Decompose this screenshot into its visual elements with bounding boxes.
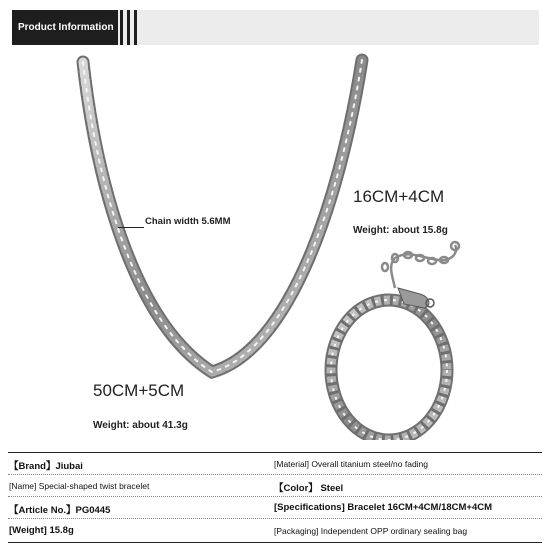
spec-specifications: [Specifications] Bracelet 16CM+4CM/18CM+4CM — [274, 502, 493, 513]
bracelet-extender-chain — [382, 242, 459, 288]
bracelet-weight: Weight: about 15.8g — [353, 225, 448, 236]
spec-color: 【Color】 Steel — [274, 483, 344, 494]
product-info-header — [12, 10, 539, 45]
spec-packaging: [Packaging] Independent OPP ordinary sealing bag — [274, 526, 468, 536]
spec-material: [Material] Overall titanium steel/no fading — [274, 459, 429, 469]
bracelet-size: 16CM+4CM — [353, 187, 445, 206]
necklace-weight: Weight: about 41.3g — [93, 420, 188, 431]
spec-table — [0, 452, 550, 544]
spec-name: [Name] Special-shaped twist bracelet — [9, 481, 150, 491]
product-image — [0, 50, 550, 440]
spec-brand: 【Brand】Jiubai — [9, 461, 83, 472]
chain-width-pointer-line — [118, 227, 144, 228]
header-stripes-decoration — [118, 10, 148, 45]
spec-article-no: 【Article No.】PG0445 — [9, 505, 111, 516]
spec-weight: [Weight] 15.8g — [9, 525, 74, 536]
chain-width-label: Chain width 5.6MM — [145, 216, 231, 227]
header-title: Product Information — [12, 10, 118, 45]
necklace-size: 50CM+5CM — [93, 381, 185, 400]
bracelet-chain — [331, 300, 447, 440]
